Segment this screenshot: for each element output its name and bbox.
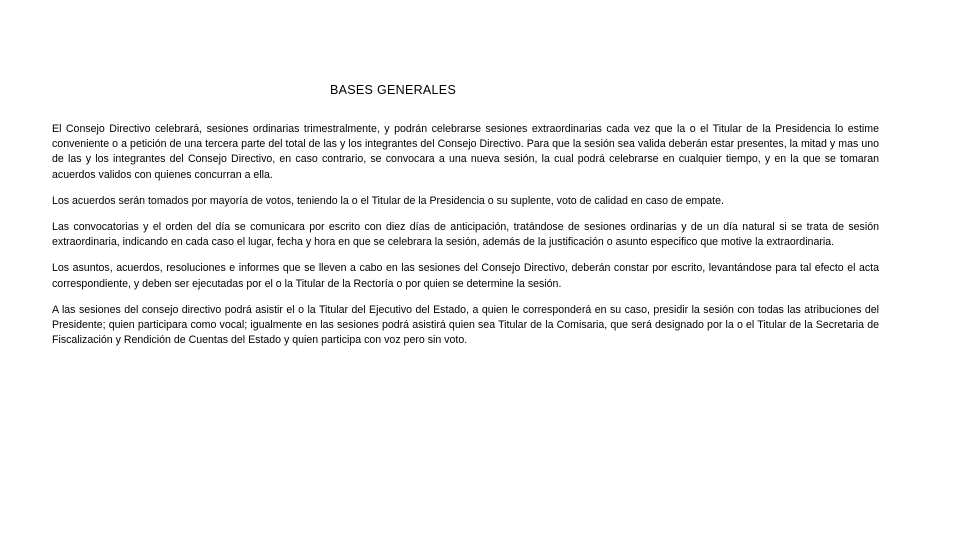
paragraph-convocations: Las convocatorias y el orden del día se comunicara por escrito con diez días de anticipación, tratándose de sesiones ordinarias y de un día natural si se trata de sesión extraordinaria, indicando en cada caso el lugar, fecha y hora en que se celebrara la sesión, además de la justificación o asunto especifico que motive la extraordinaria. <box>52 221 879 249</box>
paragraph-voting: Los acuerdos serán tomados por mayoría de votos, teniendo la o el Titular de la Presidencia o su suplente, voto de calidad en caso de empate. <box>52 194 724 207</box>
paragraph-sessions: El Consejo Directivo celebrará, sesiones ordinarias trimestralmente, y podrán celebrarse sesiones extraordinarias cada vez que la o el Titular de la Presidencia lo estime conveniente o a petición de una tercera parte del total de las y los integrantes del Consejo Directivo. Para que la sesión sea valida deberán estar presentes, la mitad y mas uno de las y los integrantes del Consejo Directivo, en caso contrario, se convocara a una nueva sesión, la cual podrá celebrarse en cualquier tiempo, y en la que se tomaran acuerdos validos con quienes concurran a ella. <box>52 123 879 181</box>
document-title: BASES GENERALES <box>330 83 457 97</box>
document-body <box>52 122 879 359</box>
paragraph-attendance: A las sesiones del consejo directivo podrá asistir el o la Titular del Ejecutivo del Estado, a quien le corresponderá en su caso, presidir la sesión con todas las atribuciones del Presidente; quien participara como vocal; igualmente en las sesiones podrá asistirá quien sea Titular de la Comisaria, que será designado por la o el Titular de la Secretaria de Fiscalización y Rendición de Cuentas del Estado y quien participa con voz pero sin voto. <box>52 303 879 347</box>
paragraph-minutes: Los asuntos, acuerdos, resoluciones e informes que se lleven a cabo en las sesiones del Consejo Directivo, deberán constar por escrito, levantándose para tal efecto el acta correspondiente, y deben ser ejecutadas por el o la Titular de la Rectoría o por quien se determine la sesión. <box>52 262 879 290</box>
